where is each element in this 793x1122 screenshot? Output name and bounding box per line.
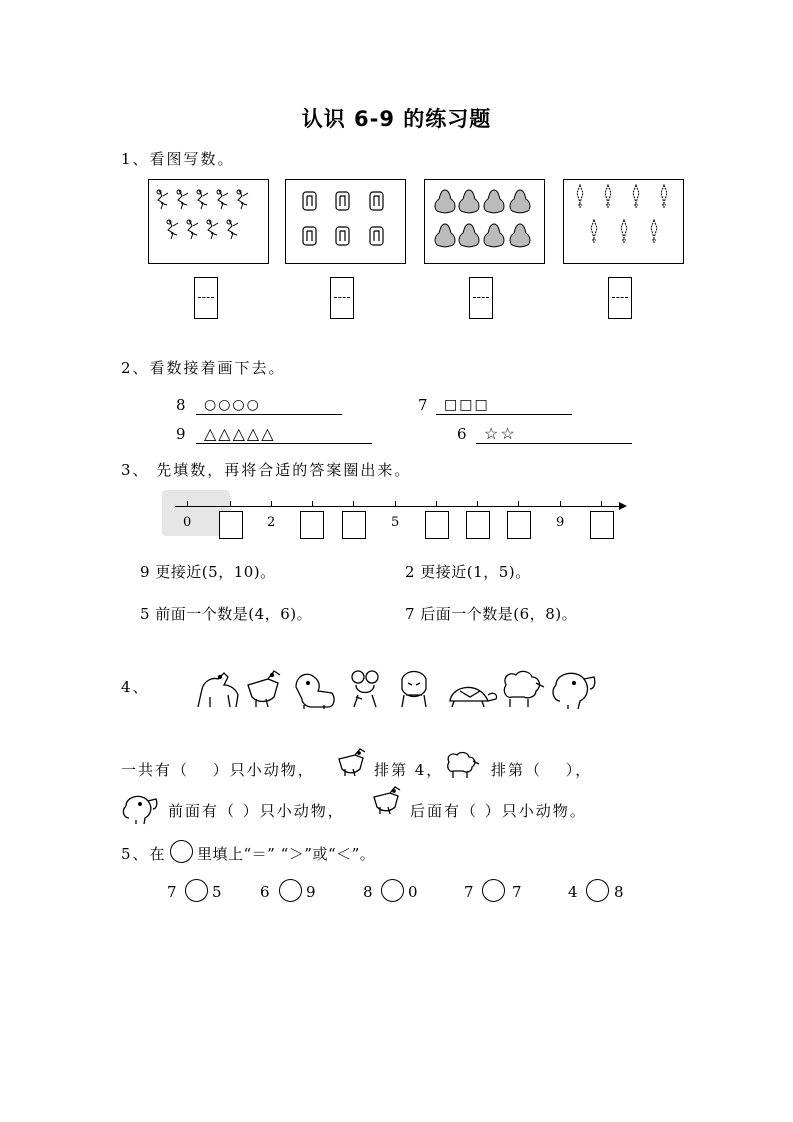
tick-2 xyxy=(271,501,272,507)
compare-circle-5[interactable] xyxy=(586,879,609,902)
q1-heading: 1、看图写数。 xyxy=(121,150,235,168)
number-box-8[interactable] xyxy=(507,511,531,539)
q4-line2-a: 前面有（ ）只小动物， xyxy=(168,802,345,820)
compare-b-4: 7 xyxy=(512,883,524,901)
elephant-icon xyxy=(120,790,160,828)
q5-heading-b: 里填上“＝” “＞”或“＜”。 xyxy=(197,845,376,863)
q2-num-8: 8 xyxy=(176,396,186,414)
picture-box-lanterns xyxy=(285,179,406,264)
compare-a-2: 6 xyxy=(260,883,272,901)
tick-10 xyxy=(601,501,602,507)
mouse-icon xyxy=(352,671,378,707)
compare-b-2: 9 xyxy=(306,883,318,901)
picture-box-pears xyxy=(424,179,545,264)
statement-2: 2 更接近(1，5)。 xyxy=(405,563,531,581)
compare-b-5: 8 xyxy=(614,883,626,901)
tick-0 xyxy=(187,501,188,507)
compare-circle-2[interactable] xyxy=(279,879,302,902)
statement-4: 7 后面一个数是(6，8)。 xyxy=(405,605,578,623)
q2-line-9[interactable]: △△△△△ xyxy=(196,424,372,444)
tick-9 xyxy=(560,501,561,507)
tick-label-5: 5 xyxy=(391,515,400,530)
tick-3 xyxy=(312,501,313,507)
q4-line1-c: 排第（ ）， xyxy=(491,761,593,779)
q4-heading: 4、 xyxy=(121,678,150,696)
number-box-1[interactable] xyxy=(219,511,243,539)
q4-line2-b: 后面有（ ）只小动物。 xyxy=(410,802,587,820)
compare-circle-4[interactable] xyxy=(482,879,505,902)
q2-heading: 2、看数接着画下去。 xyxy=(121,359,286,377)
page-title: 认识 6-9 的练习题 xyxy=(301,107,492,131)
number-box-3[interactable] xyxy=(300,511,324,539)
number-box-6[interactable] xyxy=(425,511,449,539)
picture-box-carrots xyxy=(563,179,684,264)
q3-heading: 3、 先填数，再将合适的答案圈出来。 xyxy=(121,461,412,479)
q2-line-8[interactable]: ○○○○ xyxy=(196,397,342,415)
number-box-4[interactable] xyxy=(342,511,366,539)
compare-a-5: 4 xyxy=(568,883,580,901)
q2-line-7[interactable]: □□□ xyxy=(436,397,572,415)
picture-box-monkeys xyxy=(148,179,269,264)
carrot-icon xyxy=(564,180,683,263)
compare-circle-3[interactable] xyxy=(381,879,404,902)
answer-box-2[interactable] xyxy=(330,277,354,319)
tick-8 xyxy=(518,501,519,507)
tick-4 xyxy=(353,501,354,507)
number-line xyxy=(175,506,620,507)
rooster-icon xyxy=(248,671,280,707)
lantern-icon xyxy=(286,180,405,263)
q2-line-6[interactable]: ☆☆ xyxy=(476,424,632,444)
answer-box-4[interactable] xyxy=(608,277,632,319)
tiger-icon xyxy=(402,672,426,708)
tick-7 xyxy=(477,501,478,507)
q2-num-6: 6 xyxy=(457,425,467,443)
compare-a-3: 8 xyxy=(363,883,375,901)
compare-b-3: 0 xyxy=(408,883,420,901)
rooster-icon-2 xyxy=(370,783,404,819)
statement-3: 5 前面一个数是(4，6)。 xyxy=(140,605,313,623)
q2-num-9: 9 xyxy=(176,425,186,443)
tick-label-2: 2 xyxy=(267,515,276,530)
tick-label-0: 0 xyxy=(183,515,192,530)
q2-num-7: 7 xyxy=(418,396,428,414)
statement-1: 9 更接近(5，10)。 xyxy=(140,563,276,581)
turtle-icon xyxy=(450,687,497,707)
horse-icon xyxy=(198,673,238,707)
tick-6 xyxy=(436,501,437,507)
elephant-icon xyxy=(553,673,595,709)
sheep-icon xyxy=(443,750,483,780)
compare-a-4: 7 xyxy=(464,883,476,901)
tick-5 xyxy=(395,501,396,507)
arrow-head-icon xyxy=(619,502,627,510)
q4-line1-b: 排第 4， xyxy=(374,761,444,779)
compare-b-1: 5 xyxy=(212,883,224,901)
pear-icon xyxy=(425,180,544,263)
number-box-7[interactable] xyxy=(466,511,490,539)
circle-icon xyxy=(170,840,193,863)
q5-heading-a: 5、在 xyxy=(121,845,167,863)
rooster-icon xyxy=(335,745,369,779)
animal-row xyxy=(190,665,600,715)
monkey-icon xyxy=(149,180,268,263)
q4-line1-a: 一共有（ ）只小动物， xyxy=(121,761,315,779)
answer-box-3[interactable] xyxy=(469,277,493,319)
number-box-10[interactable] xyxy=(590,511,614,539)
tick-label-9: 9 xyxy=(556,515,565,530)
compare-a-1: 7 xyxy=(167,883,179,901)
compare-circle-1[interactable] xyxy=(185,879,208,902)
dog-icon xyxy=(296,674,334,709)
sheep-icon xyxy=(504,671,544,707)
answer-box-1[interactable] xyxy=(194,277,218,319)
tick-1 xyxy=(230,501,231,507)
